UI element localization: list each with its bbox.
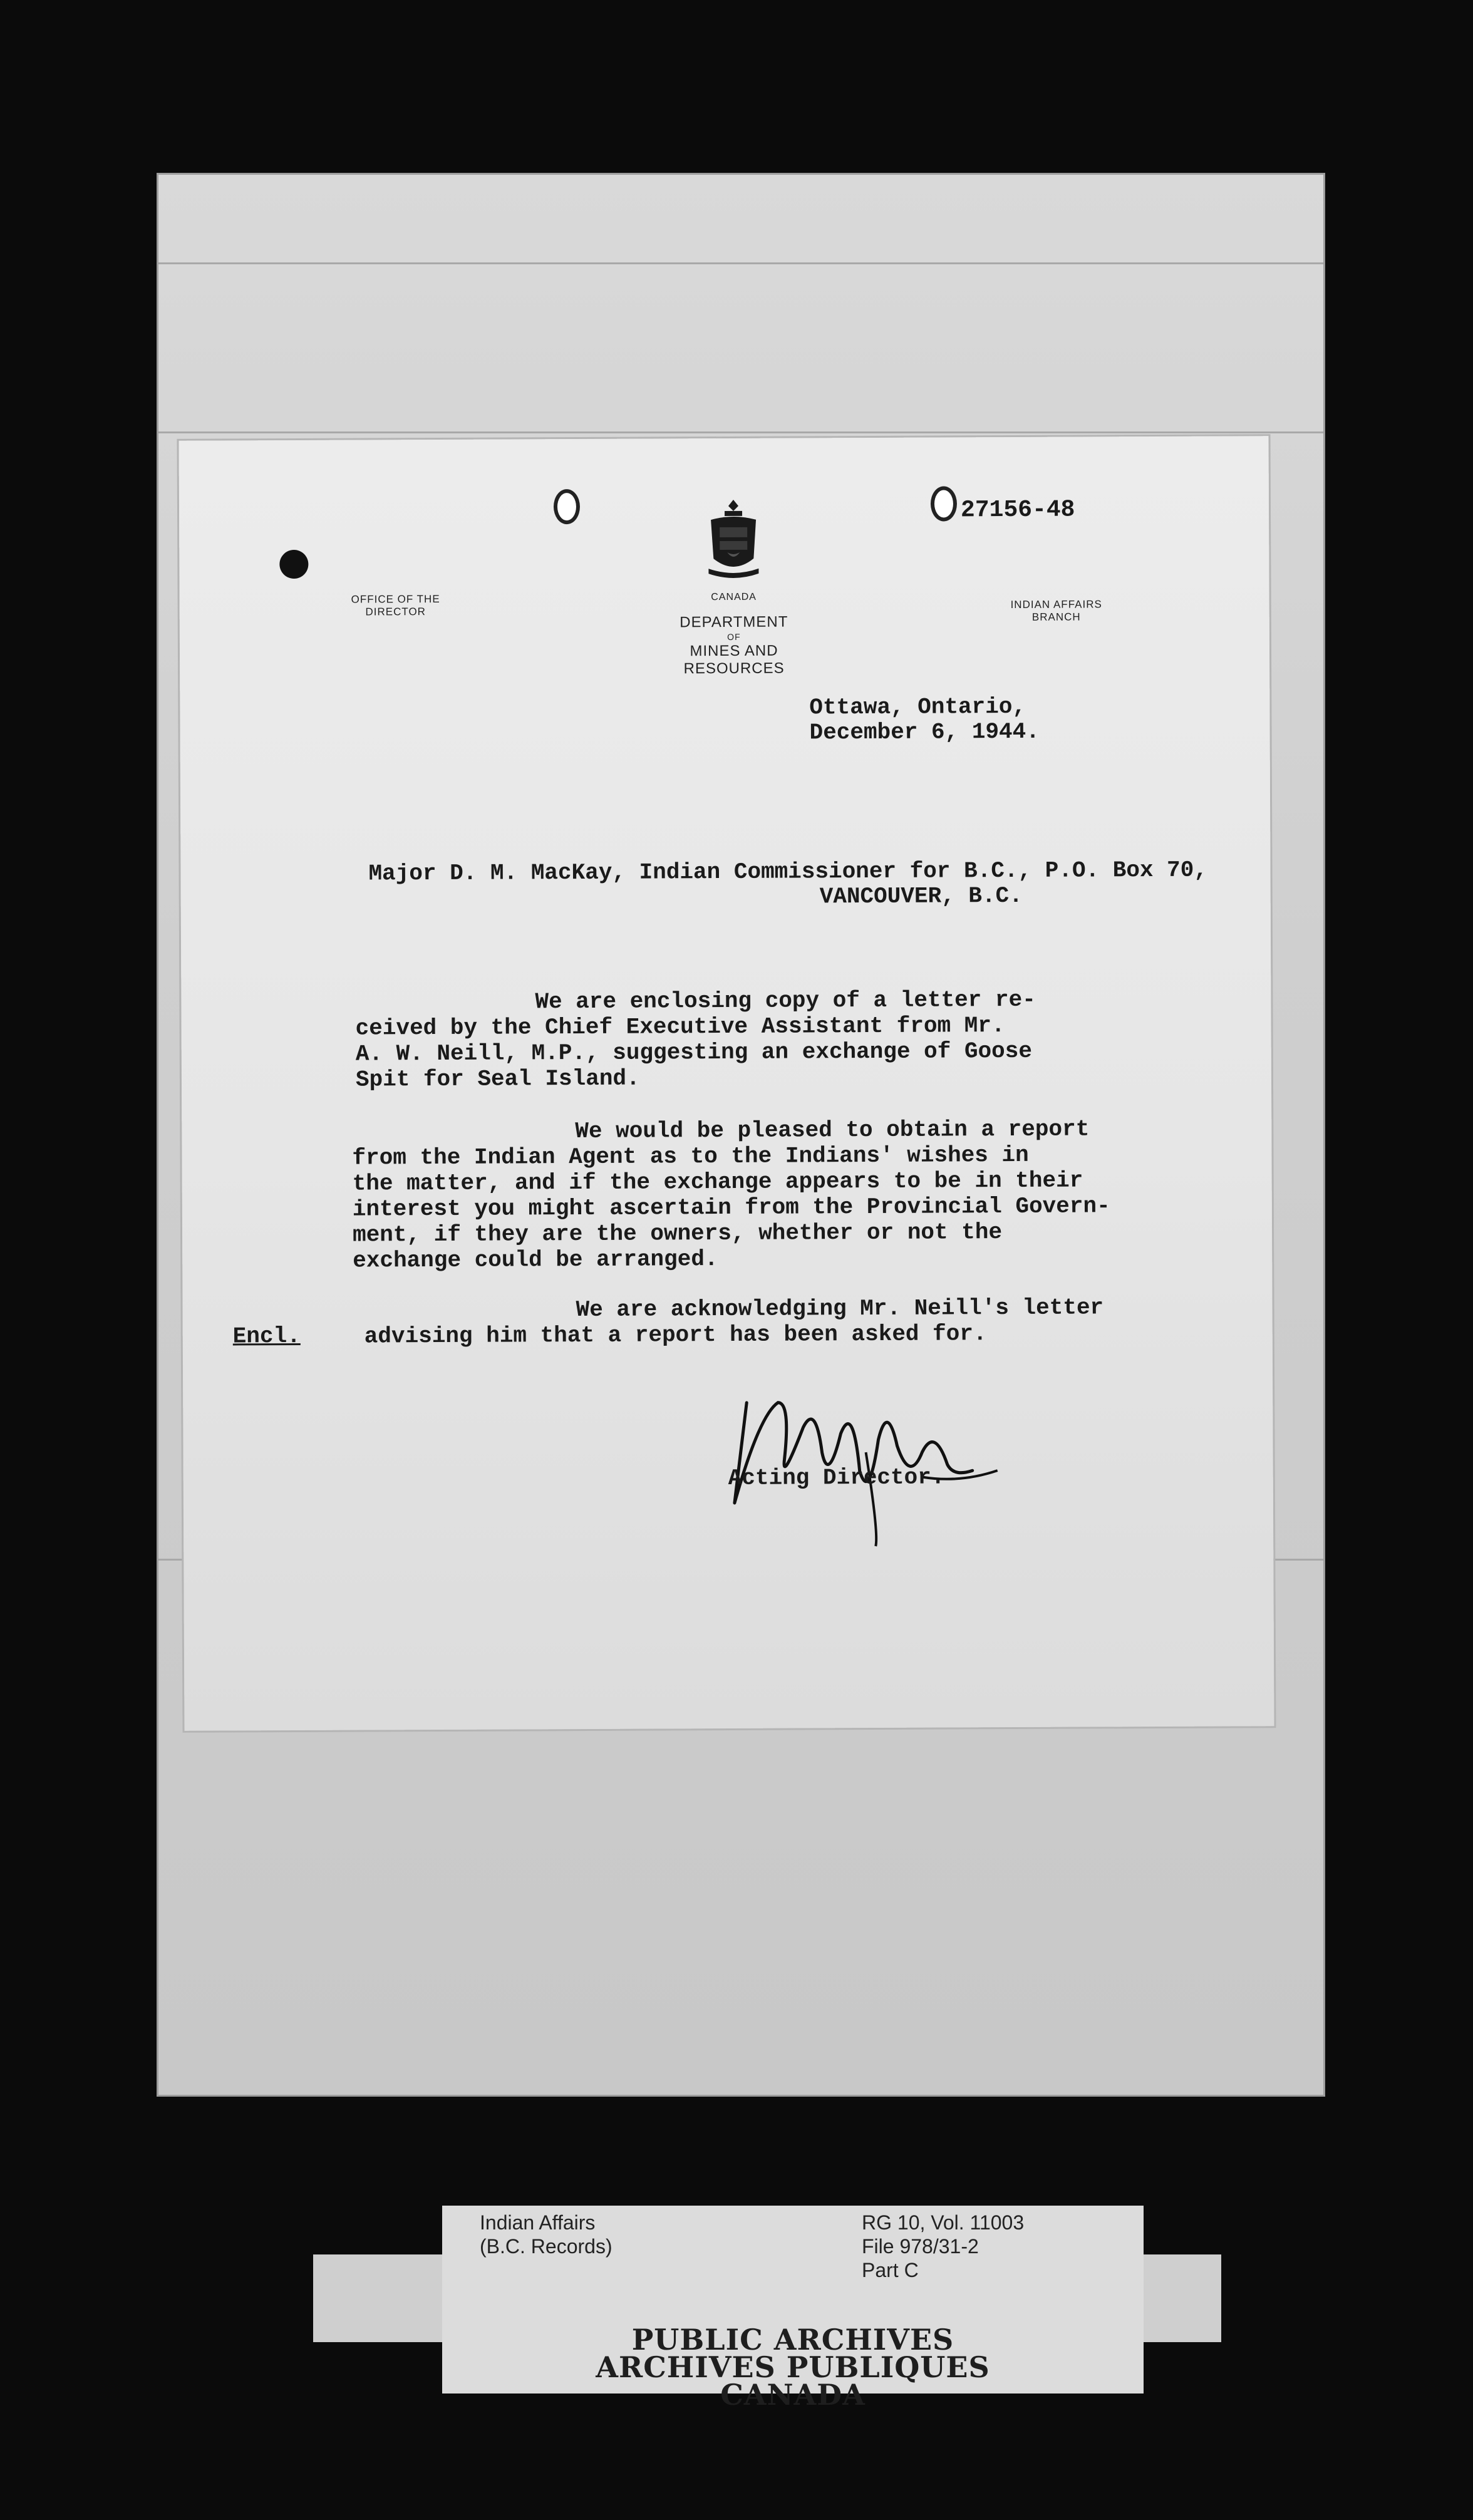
office-of-director [330,593,462,619]
tag-fonds-line: (B.C. Records) [480,2235,612,2258]
paragraph-1-line: Spit for Seal Island. [355,1065,640,1093]
paragraph-1-line: We are enclosing copy of a letter re- [535,986,1036,1015]
paragraph-1-line: A. W. Neill, M.P., suggesting an exchange of Goose [355,1038,1033,1067]
archives-stamp [542,2323,1043,2412]
paragraph-2-line: ment, if they are the owners, whether or not the [352,1219,1003,1248]
department-line: DEPARTMENT [680,613,788,631]
paragraph-2-line: from the Indian Agent as to the Indians' wishes in [352,1142,1029,1171]
paragraph-3-line: advising him that a report has been asked for. [364,1321,987,1350]
archive-tag-wing [313,2254,451,2342]
punch-hole-filled [279,550,308,579]
office-right-line: INDIAN AFFAIRS [1010,598,1102,611]
office-right-line: BRANCH [1031,611,1081,623]
canada-crest-icon [702,495,765,589]
tag-fonds-line: Indian Affairs [480,2211,596,2234]
addressee-line: Major D. M. MacKay, Indian Commissioner for B.C., P.O. Box 70, [368,857,1208,887]
backing-rule [158,431,1323,433]
addressee-city: VANCOUVER, B.C. [819,882,1023,910]
archive-tag-wing [1140,2254,1221,2342]
stamp-line: CANADA [720,2378,866,2412]
department-line: MINES AND RESOURCES [683,642,785,678]
department-line: OF [727,631,741,642]
tag-reference-line: File 978/31-2 [862,2235,979,2258]
tag-reference-line: RG 10, Vol. 11003 [862,2211,1025,2234]
signature-title: Acting Director. [728,1464,945,1491]
paragraph-2-line: the matter, and if the exchange appears to be in their [352,1167,1083,1197]
enclosure-note: Encl. [232,1323,301,1350]
punch-hole [554,489,580,524]
place-line: Ottawa, Ontario, [809,693,1026,721]
tag-reference-line: Part C [862,2259,919,2281]
backing-rule [158,262,1323,264]
punch-hole [931,486,957,521]
date-line: December 6, 1944. [809,718,1040,746]
indian-affairs-branch [994,598,1119,624]
stamp-line: ARCHIVES PUBLIQUES [596,2350,990,2384]
paragraph-3-line: We are acknowledging Mr. Neill's letter [576,1294,1104,1323]
department-heading [640,613,828,678]
office-left-line: OFFICE OF THE [351,592,440,606]
archive-tag [442,2206,1144,2412]
paragraph-1-line: ceived by the Chief Executive Assistant from Mr. [355,1013,1005,1041]
paragraph-2-line: interest you might ascertain from the Provincial Govern- [352,1193,1110,1222]
paragraph-2-line: exchange could be arranged. [353,1246,718,1274]
paragraph-2-line: We would be pleased to obtain a report [575,1116,1090,1145]
letter-page [179,436,1274,1731]
office-left-line: DIRECTOR [365,606,426,618]
file-number: 27156-48 [960,496,1075,524]
stamp-line: PUBLIC ARCHIVES [631,2323,954,2357]
crest-caption: CANADA [711,591,757,603]
